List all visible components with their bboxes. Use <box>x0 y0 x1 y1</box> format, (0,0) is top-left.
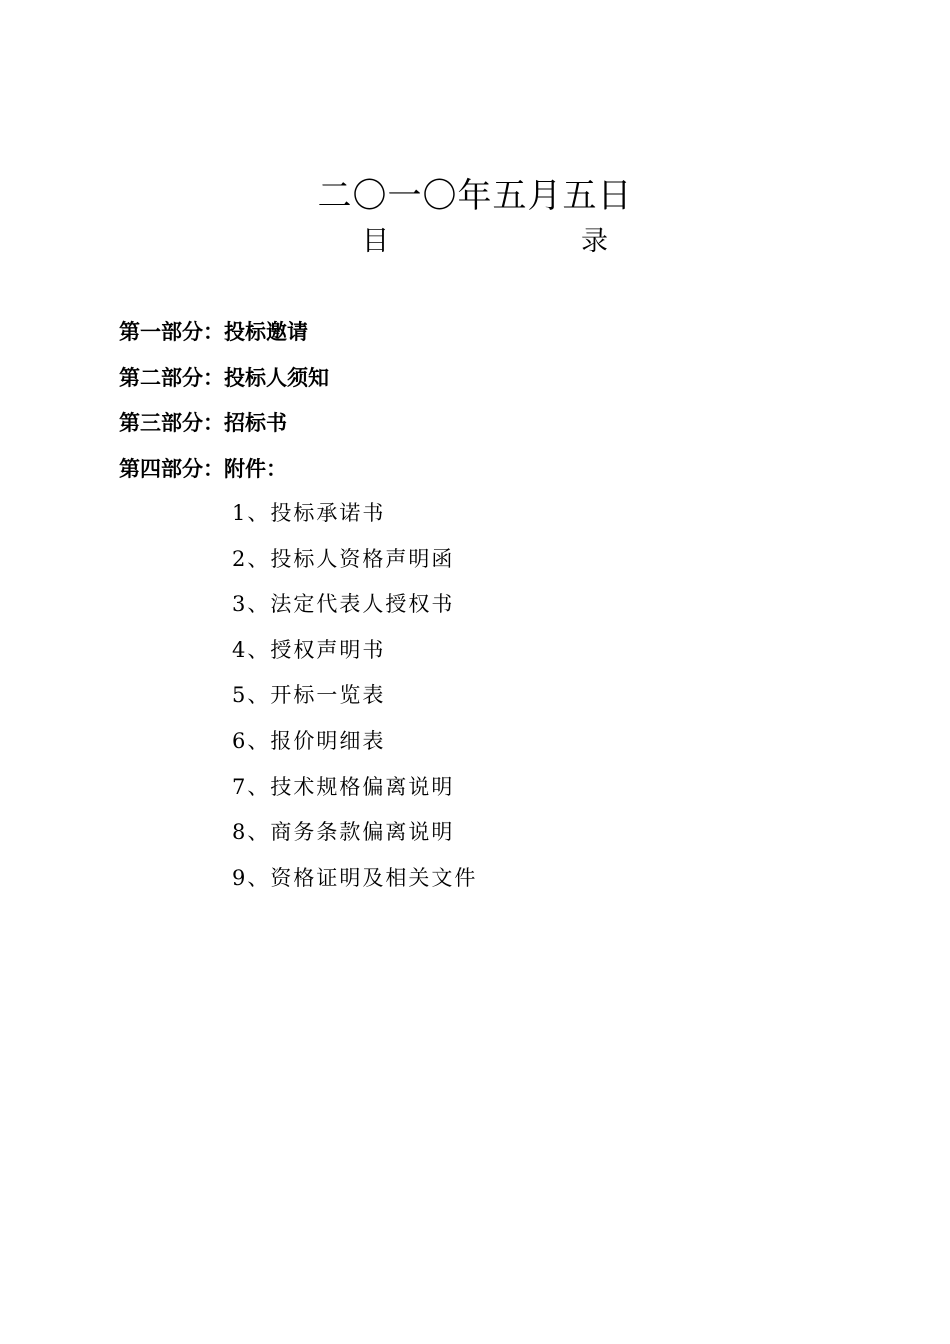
toc-part-4: 第四部分：附件： <box>119 456 287 481</box>
toc-part-1: 第一部分：投标邀请 <box>119 320 308 344</box>
toc-part-2: 第二部分：投标人须知 <box>119 365 329 390</box>
attachment-item-1: 1、投标承诺书 <box>232 501 386 525</box>
toc-part-3: 第三部分：招标书 <box>119 411 287 435</box>
toc-attachments-list <box>232 491 477 901</box>
attachment-item-6: 6、报价明细表 <box>232 728 386 753</box>
document-date: 二〇一〇年五月五日 <box>317 176 633 216</box>
attachment-item-4: 4、授权声明书 <box>232 637 386 662</box>
toc-title-right-char: 录 <box>581 226 608 257</box>
attachment-item-8: 8、商务条款偏离说明 <box>232 820 455 845</box>
attachment-item-2: 2、投标人资格声明函 <box>232 546 455 571</box>
toc-parts-list <box>119 310 329 492</box>
attachment-item-9: 9、资格证明及相关文件 <box>232 865 478 890</box>
toc-title-left-char: 目 <box>362 226 389 257</box>
toc-title <box>362 222 622 262</box>
attachment-item-3: 3、法定代表人授权书 <box>232 592 455 617</box>
attachment-item-7: 7、技术规格偏离说明 <box>232 774 455 799</box>
attachment-item-5: 5、开标一览表 <box>232 683 386 708</box>
